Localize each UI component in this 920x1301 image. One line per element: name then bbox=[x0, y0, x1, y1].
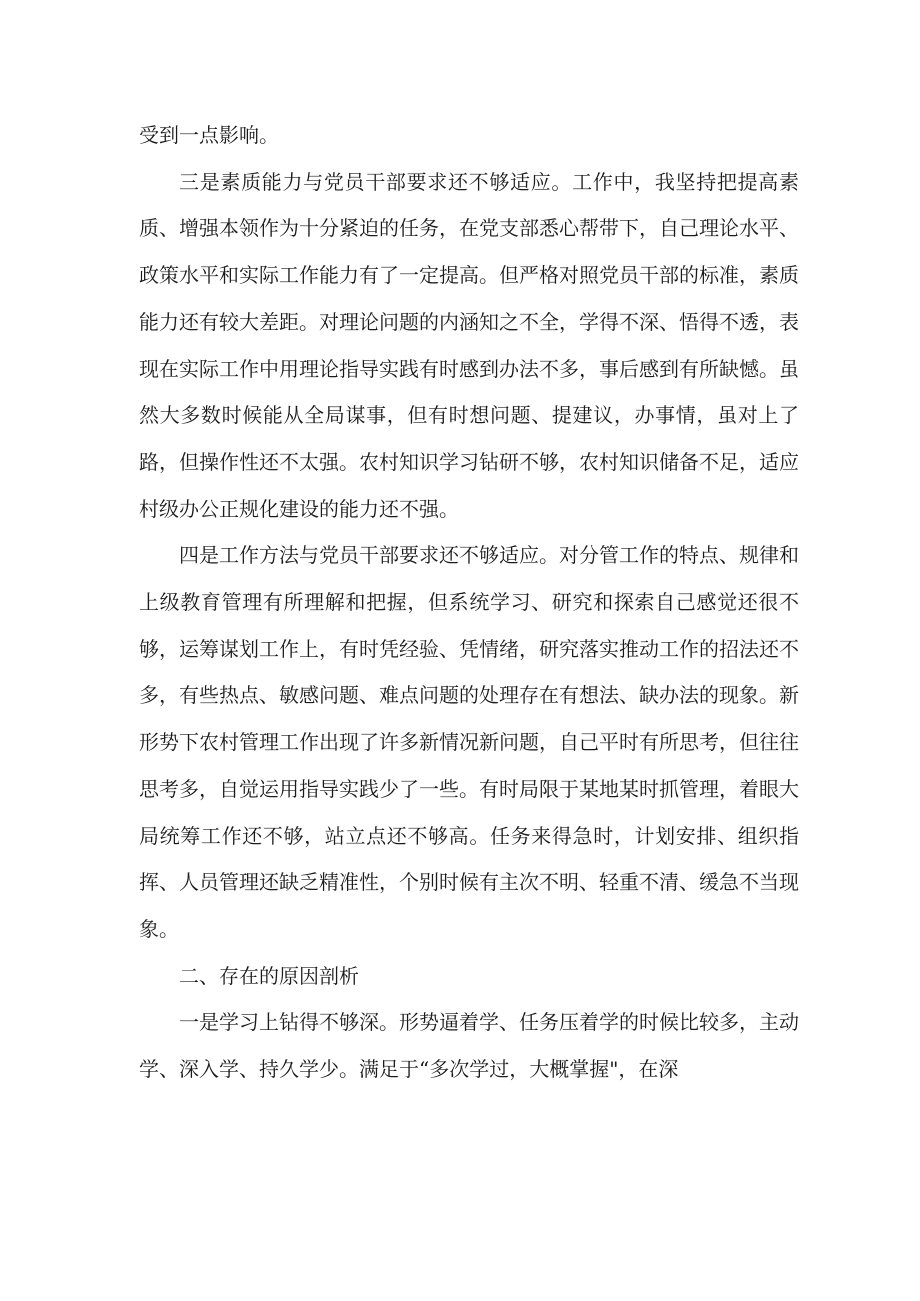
document-body bbox=[139, 112, 799, 1093]
paragraph-point-three: 三是素质能力与党员干部要求还不够适应。工作中，我坚持把提高素质、增强本领作为十分紧迫的任务，在党支部悉心帮带下，自己理论水平、政策水平和实际工作能力有了一定提高。但严格对照党员干部的标准，素质能力还有较大差距。对理论问题的内涵知之不全，学得不深、悟得不透，表现在实际工作中用理论指导实践有时感到办法不多，事后感到有所缺憾。虽然大多数时候能从全局谋事，但有时想问题、提建议，办事情，虽对上了路，但操作性还不太强。农村知识学习钻研不够，农村知识储备不足，适应村级办公正规化建设的能力还不强。 bbox=[139, 169, 799, 521]
paragraph-continuation: 受到一点影响。 bbox=[139, 123, 279, 147]
paragraph-point-four: 四是工作方法与党员干部要求还不够适应。对分管工作的特点、规律和上级教育管理有所理解和把握，但系统学习、研究和探索自己感觉还很不够，运筹谋划工作上，有时凭经验、凭情绪，研究落实推动工作的招法还不多，有些热点、敏感问题、难点问题的处理存在有想法、缺办法的现象。新形势下农村管理工作出现了许多新情况新问题，自己平时有所思考，但往往思考多，自觉运用指导实践少了一些。有时局限于某地某时抓管理，着眼大局统筹工作还不够，站立点还不够高。任务来得急时，计划安排、组织指挥、人员管理还缺乏精准性，个别时候有主次不明、轻重不清、缓急不当现象。 bbox=[139, 543, 799, 941]
section-heading-cause-analysis: 二、存在的原因剖析 bbox=[179, 963, 359, 988]
paragraph-cause-one: 一是学习上钻得不够深。形势逼着学、任务压着学的时候比较多，主动学、深入学、持久学少。满足于“多次学过，大概掌握"，在深 bbox=[139, 1010, 799, 1082]
